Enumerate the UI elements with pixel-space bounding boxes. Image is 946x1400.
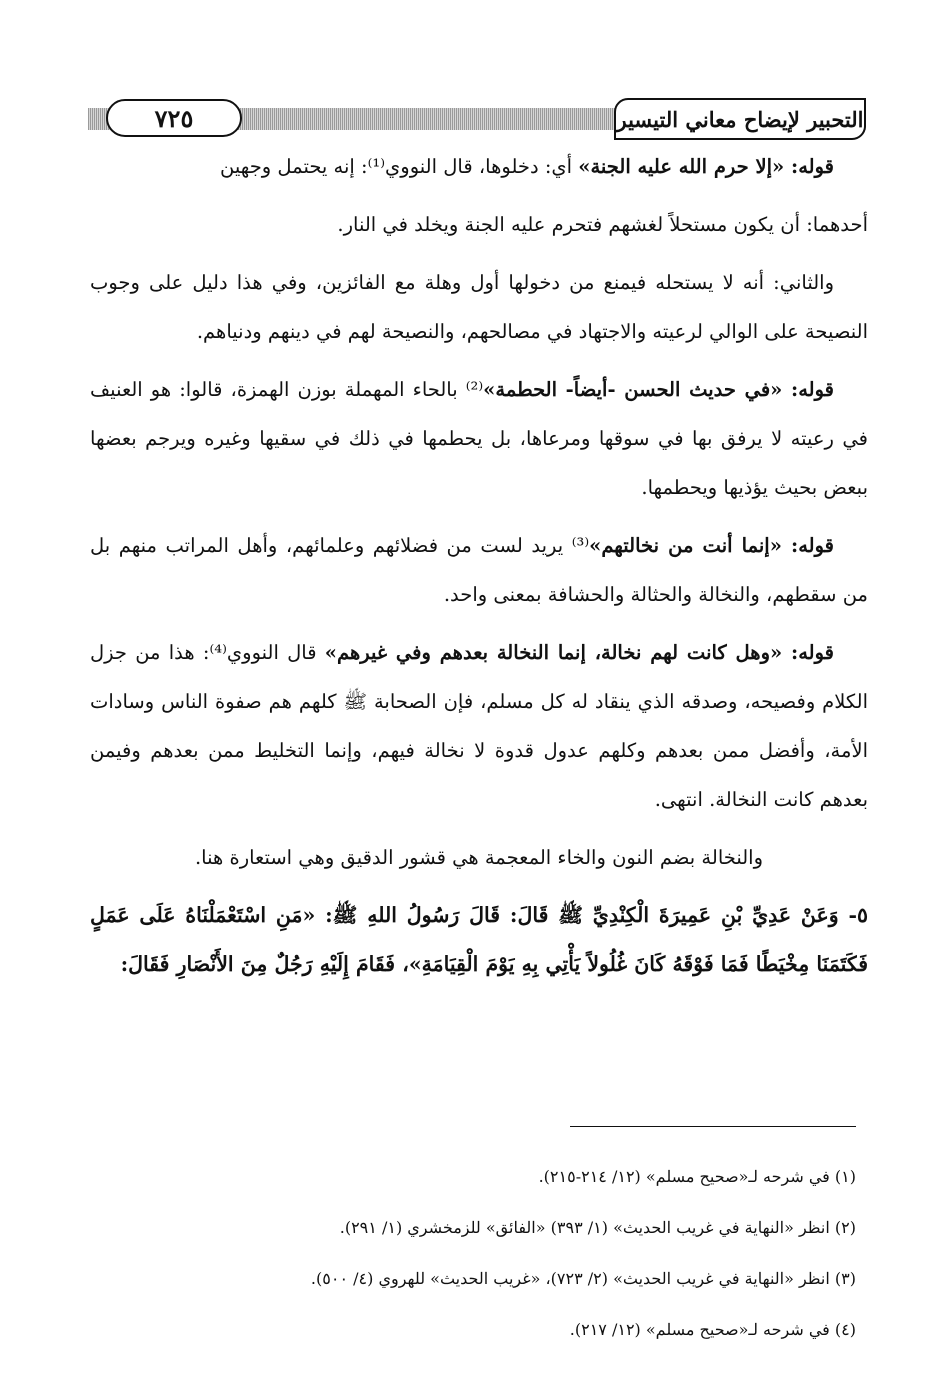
footnotes: [156, 1162, 856, 1366]
footnote-4: (٤) في شرحه لـ«صحيح مسلم» (١٢/ ٢١٧).: [569, 1320, 856, 1339]
quote-lead: قوله: «في حديث الحسن -أيضاً- الحطمة»: [483, 378, 834, 401]
main-text: [90, 142, 868, 998]
paragraph-text: ⁽³⁾ يريد لست من فضلائهم وعلمائهم، وأهل المراتب منهم بل من سقطهم، والنخالة والحثالة والحشافة بمعنى واحد.: [90, 534, 868, 606]
page-header: [88, 98, 866, 142]
paragraph-text: قال النووي⁽⁴⁾: هذا من جزل الكلام وفصيحه، وصدقه الذي ينقاد له كل مسلم، فإن الصحابة ﷺ كلهم هم صفوة الناس وسادات الأمة، وأفضل ممن بعدهم وكلهم عدول قدوة لا نخالة فيهم، وإنما التخليط ممن بعدهم وفيمن بعدهم كانت النخالة. انتهى.: [90, 641, 868, 811]
paragraph-2: أحدهما: أن يكون مستحلاً لغشهم فتحرم عليه الجنة ويخلد في النار.: [337, 213, 868, 236]
paragraph-4: [90, 365, 868, 512]
hadith-paragraph: ٥- وَعَنْ عَدِيِّ بْنِ عَمِيرَةَ الْكِنْدِيِّ ﷺ قَالَ: قَالَ رَسُولُ اللهِ ﷺ: «مَنِ اسْتَعْمَلْنَاهُ عَلَى عَمَلٍ فَكَتَمَنَا مِخْيَطًا فَمَا فَوْقَهُ كَانَ غُلُولاً يَأْتِي بِهِ يَوْمَ الْقِيَامَةِ»، فَقَامَ إِلَيْهِ رَجُلٌ مِنَ الأَنْصَارِ فَقَالَ:: [90, 903, 868, 976]
paragraph-7: والنخالة بضم النون والخاء المعجمة هي قشور الدقيق وهي استعارة هنا.: [194, 846, 764, 869]
paragraph-text: أي: دخلوها، قال النووي⁽¹⁾: إنه يحتمل وجهين: [220, 155, 579, 178]
paragraph-3: والثاني: أنه لا يستحله فيمنع من دخولها أول وهلة مع الفائزين، وفي هذا دليل على وجوب النصيحة على الوالي لرعيته والاجتهاد في مصالحهم، والنصيحة لهم في دينهم ودنياهم.: [90, 271, 868, 343]
footnote-separator: [570, 1126, 856, 1127]
footnote-2: (٢) انظر «النهاية في غريب الحديث» (١/ ٣٩٣) «الفائق» للزمخشري (١/ ٢٩١).: [339, 1218, 856, 1237]
quote-lead: قوله: «إلا حرم الله عليه الجنة»: [578, 155, 834, 178]
paragraph-5: [90, 521, 868, 619]
book-title: التحبير لإيضاح معاني التيسير: [614, 98, 866, 140]
quote-lead: قوله: «إنما أنت من نخالتهم»: [589, 534, 835, 557]
page-number: ٧٢٥: [106, 99, 242, 137]
paragraph-1: [90, 142, 868, 191]
footnote-1: (١) في شرحه لـ«صحيح مسلم» (١٢/ ٢١٤-٢١٥).: [538, 1167, 856, 1186]
quote-lead: قوله: «وهل كانت لهم نخالة، إنما النخالة بعدهم وفي غيرهم»: [324, 641, 834, 664]
paragraph-text: ⁽²⁾ بالحاء المهملة بوزن الهمزة، قالوا: هو العنيف في رعيته لا يرفق بها في سوقها ومرعاها، بل يحطمها في ذلك في سقيها وغيره ويرجم بعضها ببعض بحيث يؤذيها ويحطمها.: [90, 378, 868, 499]
paragraph-6: [90, 628, 868, 824]
footnote-3: (٣) انظر «النهاية في غريب الحديث» (٢/ ٧٢٣)، «غريب الحديث» للهروي (٤/ ٥٠٠).: [310, 1269, 856, 1288]
